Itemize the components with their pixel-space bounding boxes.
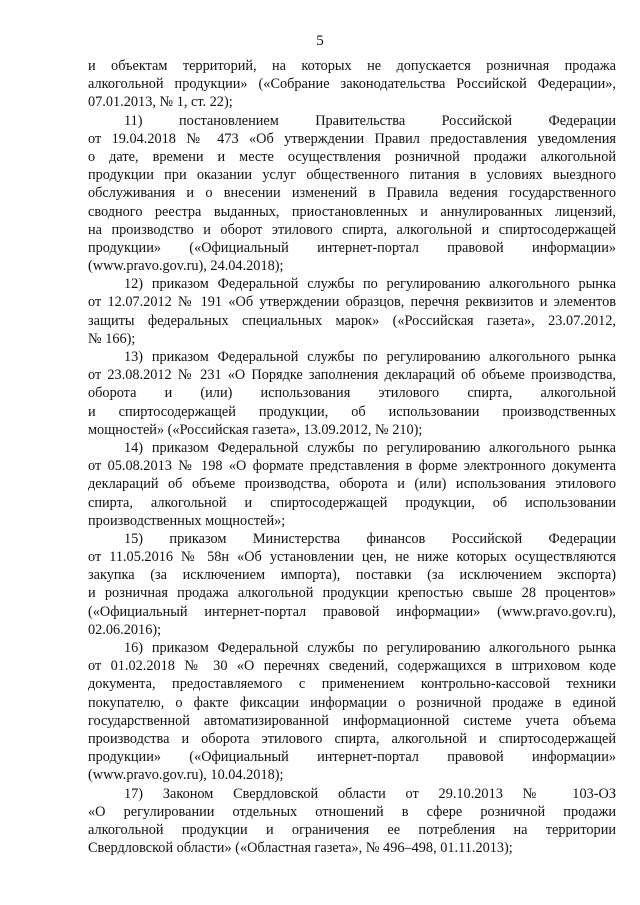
text-line: продукции» («Официальный интернет-портал правовой информации» (88, 239, 616, 256)
text-line: производственных мощностей»; (88, 512, 286, 529)
text-line: продукции» («Официальный интернет-портал правовой информации» (88, 749, 616, 766)
page-number: 5 (316, 33, 324, 49)
text-line: и спиртосодержащей продукции, об использовании производственных (88, 403, 616, 420)
text-line: «О регулировании отдельных отношений в сфере розничной продажи (88, 803, 616, 820)
text-line: 13) приказом Федеральной службы по регулированию алкогольного рынка (124, 349, 616, 365)
text-line: 11) постановлением Правительства Российской Федерации (124, 112, 616, 129)
text-line: 15) приказом Министерства финансов Российской Федерации (124, 530, 616, 547)
text-line: 02.06.2016); (88, 621, 162, 638)
text-line: деклараций об объеме производства, оборота и (или) использования этилового (88, 476, 616, 493)
text-line: и розничная продажа алкогольной продукции крепостью свыше 28 процентов» (88, 585, 616, 602)
text-line: № 166); (88, 330, 136, 347)
text-line: продукции при оказании услуг общественного питания в условиях выездного (88, 167, 616, 184)
text-line: Свердловской области» («Областная газета», № 496–498, 01.11.2013); (88, 840, 513, 857)
text-line: от 19.04.2018 № 473 «Об утверждении Правил предоставления уведомления (88, 130, 616, 147)
document-body (88, 57, 616, 857)
text-line: от 05.08.2013 № 198 «О формате представления в форме электронного документа (88, 458, 616, 475)
text-line: спирта, алкогольной и спиртосодержащей продукции, об использовании (88, 494, 616, 511)
text-line: защиты федеральных специальных марок» («Российская газета», 23.07.2012, (88, 312, 616, 329)
text-line: закупка (за исключением импорта), поставки (за исключением экспорта) (88, 567, 616, 584)
text-line: покупателю, о факте фиксации информации о розничной продаже в единой (88, 694, 616, 711)
text-line: производства и оборота этилового спирта, алкогольной и спиртосодержащей (88, 730, 616, 747)
text-line: и объектам территорий, на которых не допускается розничная продажа (88, 58, 616, 74)
text-line: алкогольной продукции» («Собрание законодательства Российской Федерации», (88, 76, 616, 93)
text-line: документа, предоставляемого с применением контрольно-кассовой техники (88, 676, 616, 693)
text-line: от 11.05.2016 № 58н «Об установлении цен, не ниже которых осуществляются (88, 549, 616, 566)
text-line: 12) приказом Федеральной службы по регулированию алкогольного рынка (124, 276, 616, 293)
text-line: 14) приказом Федеральной службы по регулированию алкогольного рынка (124, 439, 616, 456)
text-line: («Официальный интернет-портал правовой информации» (www.pravo.gov.ru), (88, 603, 616, 620)
text-line: сводного реестра выданных, приостановленных и аннулированных лицензий, (88, 203, 616, 220)
text-line: 16) приказом Федеральной службы по регулированию алкогольного рынка (124, 640, 616, 656)
text-line: от 12.07.2012 № 191 «Об утверждении образцов, перечня реквизитов и элементов (88, 294, 616, 311)
text-line: обслуживания и о внесении изменений в Правила ведения государственного (88, 185, 616, 202)
text-line: 17) Законом Свердловской области от 29.10.2013 № 103-ОЗ (124, 785, 616, 802)
text-line: (www.pravo.gov.ru), 10.04.2018); (88, 767, 284, 784)
text-line: мощностей» («Российская газета», 13.09.2012, № 210); (88, 421, 423, 438)
text-line: (www.pravo.gov.ru), 24.04.2018); (88, 258, 284, 275)
text-line: на производство и оборот этилового спирта, алкогольной и спиртосодержащей (88, 221, 616, 238)
text-line: 07.01.2013, № 1, ст. 22); (88, 94, 233, 111)
text-line: оборота и (или) использования этилового спирта, алкогольной (88, 385, 616, 402)
text-line: государственной автоматизированной информационной системе учета объема (88, 712, 616, 729)
text-line: алкогольной продукции и ограничения ее потребления на территории (88, 821, 616, 838)
text-line: от 01.02.2018 № 30 «О перечнях сведений, содержащихся в штриховом коде (88, 658, 616, 675)
text-line: от 23.08.2012 № 231 «О Порядке заполнения деклараций об объеме производства, (88, 367, 616, 384)
text-line: о дате, времени и месте осуществления розничной продажи алкогольной (88, 148, 616, 165)
